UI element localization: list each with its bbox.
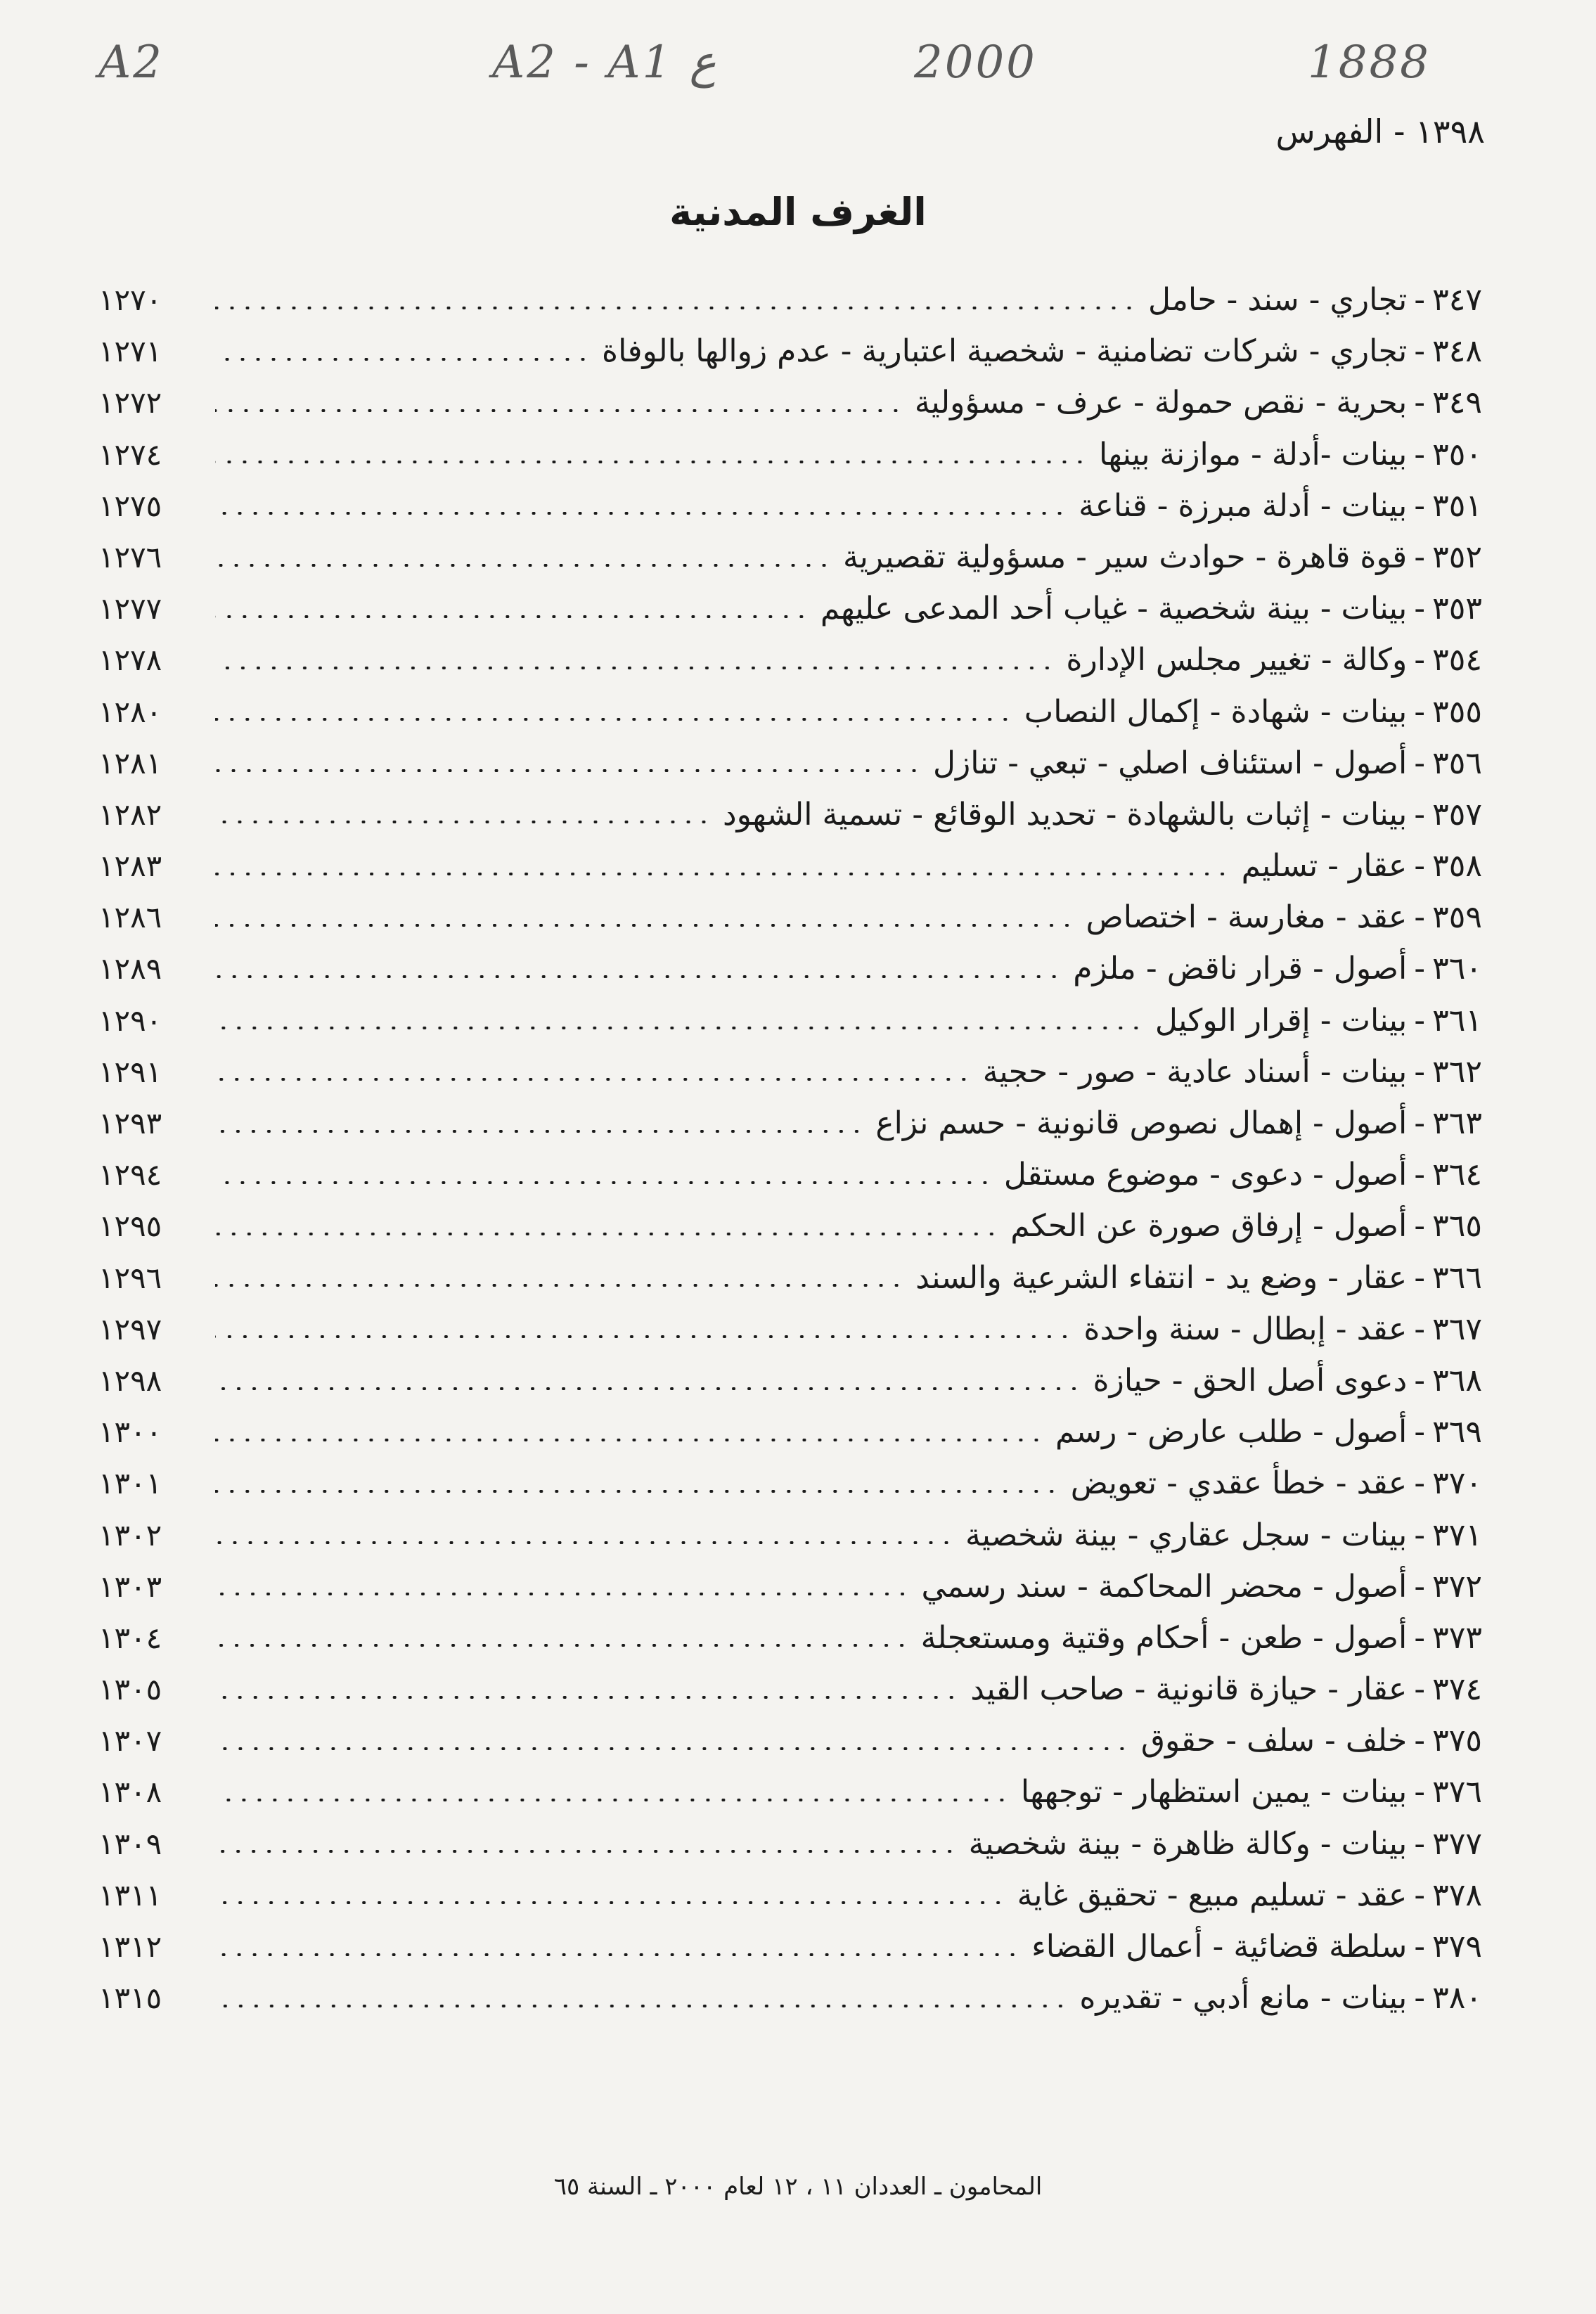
toc-entry [98,1715,1482,1766]
entry-title: بينات - إقرار الوكيل [1154,1002,1408,1039]
toc-entry [98,1561,1482,1612]
entry-number: ٣٦٣ [1432,1105,1482,1141]
entry-number: ٣٦٨ [1432,1362,1482,1399]
toc-entry [98,995,1482,1046]
toc-entry [98,1458,1482,1509]
entry-page-number: ١٣٠٤ [98,1620,162,1655]
entry-title: تجاري - سند - حامل [1148,282,1408,318]
entry-title: بينات - يمين استظهار - توجهها [1020,1774,1408,1811]
toc-entry [98,274,1482,326]
entry-page-number: ١٢٧٥ [98,488,162,523]
entry-number: ٣٥٠ [1432,436,1482,473]
toc-entry [98,1200,1482,1252]
entry-separator: - [1414,1980,1426,2017]
entry-title: أصول - إرفاق صورة عن الحكم [1010,1208,1408,1245]
dot-leader [215,1130,864,1133]
entry-title: بحرية - نقص حمولة - عرف - مسؤولية [914,385,1408,421]
entry-title: سلطة قضائية - أعمال القضاء [1031,1929,1408,1965]
dot-leader [215,1696,959,1699]
entry-separator: - [1414,745,1426,781]
dot-leader [215,1644,910,1647]
entry-number: ٣٥١ [1432,487,1482,524]
entry-page-number: ١٢٧٧ [98,591,162,626]
entry-page-number: ١٢٨٦ [98,900,162,935]
page-footer: المحامون ـ العددان ١١ ، ١٢ لعام ٢٠٠٠ ـ السنة ٦٥ [553,2173,1043,2201]
entry-page-number: ١٣٠٥ [98,1672,162,1707]
table-of-contents [98,274,1482,2024]
toc-entry [98,429,1482,480]
dot-leader [215,1387,1082,1390]
entry-page-number: ١٢٩٣ [98,1106,162,1140]
entry-separator: - [1414,282,1426,318]
dot-leader [215,615,809,618]
entry-separator: - [1414,1259,1426,1296]
dot-leader [215,564,832,567]
entry-title: أصول - طلب عارض - رسم [1055,1414,1408,1451]
dot-leader [215,975,1062,978]
dot-leader [215,1284,904,1287]
entry-separator: - [1414,1208,1426,1245]
entry-title: عقد - إبطال - سنة واحدة [1083,1311,1408,1347]
entry-title: أصول - طعن - أحكام وقتية ومستعجلة [920,1619,1408,1656]
entry-title: بينات - إثبات بالشهادة - تحديد الوقائع - تسمية الشهود [723,796,1408,833]
toc-entry [98,1870,1482,1921]
entry-page-number: ١٣١٢ [98,1929,162,1964]
entry-page-number: ١٢٨٩ [98,951,162,986]
entry-number: ٣٤٨ [1432,333,1482,370]
dot-leader [215,1233,999,1235]
entry-number: ٣٧٤ [1432,1671,1482,1708]
dot-leader [215,1953,1020,1956]
dot-leader [215,1078,972,1081]
entry-separator: - [1414,642,1426,679]
entry-separator: - [1414,1568,1426,1605]
entry-separator: - [1414,1774,1426,1811]
dot-leader [215,1541,954,1544]
entry-page-number: ١٢٩٤ [98,1157,162,1193]
toc-entry [98,1406,1482,1458]
entry-number: ٣٧٣ [1432,1619,1482,1656]
entry-number: ٣٥٨ [1432,848,1482,885]
toc-entry [98,943,1482,994]
entry-number: ٣٥٥ [1432,693,1482,730]
entry-title: بينات - مانع أدبي - تقديره [1079,1980,1408,2017]
entry-page-number: ١٣١١ [98,1877,162,1913]
handwritten-year: 2000 [914,37,1037,89]
toc-entry [98,1921,1482,1972]
entry-title: بينات - أدلة مبرزة - قناعة [1079,487,1408,524]
toc-entry [98,1098,1482,1149]
toc-entry [98,1664,1482,1715]
section-title: الغرف المدنية [669,190,927,234]
entry-separator: - [1414,1723,1426,1759]
entry-page-number: ١٢٨٣ [98,849,162,884]
entry-separator: - [1414,1157,1426,1193]
entry-page-number: ١٢٧٠ [98,283,162,317]
entry-title: بينات -أدلة - موازنة بينها [1098,436,1408,473]
entry-page-number: ١٢٩٨ [98,1363,162,1398]
entry-number: ٣٤٩ [1432,385,1482,421]
dot-leader [215,769,922,772]
entry-number: ٣٦٦ [1432,1259,1482,1296]
entry-page-number: ١٢٩٧ [98,1311,162,1346]
dot-leader [215,1027,1144,1029]
entry-title: بينات - شهادة - إكمال النصاب [1024,693,1408,730]
toc-entry [98,686,1482,738]
entry-separator: - [1414,1311,1426,1347]
entry-title: بينات - سجل عقاري - بينة شخصية [965,1517,1408,1553]
entry-page-number: ١٢٩١ [98,1054,162,1089]
entry-page-number: ١٢٨٠ [98,694,162,729]
entry-number: ٣٦٩ [1432,1414,1482,1451]
entry-separator: - [1414,1414,1426,1451]
entry-number: ٣٧٥ [1432,1723,1482,1759]
entry-number: ٣٤٧ [1432,282,1482,318]
entry-separator: - [1414,1877,1426,1913]
entry-title: أصول - محضر المحاكمة - سند رسمي [921,1568,1408,1605]
entry-title: دعوى أصل الحق - حيازة [1093,1362,1408,1399]
handwritten-code: A2 [98,37,164,89]
entry-page-number: ١٢٧٦ [98,539,162,574]
running-header: ١٣٩٨ - الفهرس [1275,113,1485,150]
dot-leader [215,1181,993,1184]
entry-title: بينات - وكالة ظاهرة - بينة شخصية [968,1825,1408,1862]
toc-entry [98,1818,1482,1870]
toc-entry [98,1304,1482,1355]
entry-separator: - [1414,1465,1426,1502]
entry-separator: - [1414,848,1426,885]
dot-leader [215,1850,958,1853]
toc-entry [98,840,1482,892]
entry-page-number: ١٣٠١ [98,1466,162,1501]
dot-leader [215,2005,1068,2007]
dot-leader [215,667,1055,669]
entry-separator: - [1414,1517,1426,1553]
entry-title: أصول - إهمال نصوص قانونية - حسم نزاع [875,1105,1408,1141]
entry-page-number: ١٣٠٣ [98,1569,162,1604]
entry-number: ٣٧١ [1432,1517,1482,1553]
entry-separator: - [1414,436,1426,473]
toc-entry [98,1252,1482,1304]
dot-leader [215,1799,1010,1801]
entry-page-number: ١٢٩٥ [98,1209,162,1244]
dot-leader [215,1490,1060,1493]
toc-entry [98,480,1482,532]
entry-title: عقد - خطأ عقدي - تعويض [1070,1465,1408,1502]
entry-number: ٣٦٧ [1432,1311,1482,1347]
entry-number: ٣٧٠ [1432,1465,1482,1502]
toc-entry [98,1972,1482,2024]
entry-number: ٣٧٨ [1432,1877,1482,1913]
handwritten-number: 1888 [1308,37,1431,89]
entry-separator: - [1414,796,1426,833]
entry-number: ٣٧٧ [1432,1825,1482,1862]
entry-page-number: ١٢٨١ [98,745,162,780]
entry-separator: - [1414,1105,1426,1141]
entry-title: بينات - بينة شخصية - غياب أحد المدعى عليهم [820,591,1408,627]
toc-entry [98,892,1482,943]
entry-title: تجاري - شركات تضامنية - شخصية اعتبارية - عدم زوالها بالوفاة [602,333,1408,370]
entry-title: أصول - دعوى - موضوع مستقل [1003,1157,1408,1193]
entry-number: ٣٥٣ [1432,591,1482,627]
entry-page-number: ١٣٠٨ [98,1775,162,1810]
dot-leader [215,512,1067,515]
toc-entry [98,1355,1482,1406]
entry-page-number: ١٣٠٢ [98,1517,162,1553]
entry-title: خلف - سلف - حقوق [1140,1723,1408,1759]
dot-leader [215,1747,1130,1750]
entry-title: عقار - وضع يد - انتفاء الشرعية والسند [915,1259,1408,1296]
entry-number: ٣٦١ [1432,1002,1482,1039]
dot-leader [215,1593,910,1595]
entry-number: ٣٦٢ [1432,1053,1482,1090]
toc-entry [98,326,1482,377]
dot-leader [215,1439,1044,1441]
dot-leader [215,718,1013,721]
entry-number: ٣٥٧ [1432,796,1482,833]
entry-separator: - [1414,899,1426,936]
entry-page-number: ١٢٧٨ [98,643,162,678]
handwritten-ref: A2 - A1 ع [492,37,716,89]
entry-number: ٣٥٦ [1432,745,1482,781]
entry-number: ٣٧٢ [1432,1568,1482,1605]
entry-number: ٣٦٥ [1432,1208,1482,1245]
entry-separator: - [1414,385,1426,421]
entry-page-number: ١٢٧٢ [98,385,162,420]
entry-separator: - [1414,1825,1426,1862]
dot-leader [215,873,1230,875]
entry-separator: - [1414,951,1426,987]
entry-page-number: ١٣١٥ [98,1981,162,2016]
dot-leader [215,307,1137,309]
entry-number: ٣٧٩ [1432,1929,1482,1965]
toc-entry [98,1510,1482,1561]
entry-separator: - [1414,539,1426,575]
entry-separator: - [1414,1002,1426,1039]
entry-page-number: ١٣٠٩ [98,1826,162,1861]
toc-entry [98,377,1482,428]
entry-page-number: ١٣٠٧ [98,1723,162,1759]
entry-title: أصول - قرار ناقض - ملزم [1073,951,1408,987]
entry-separator: - [1414,333,1426,370]
entry-title: عقد - مغارسة - اختصاص [1086,899,1408,936]
entry-page-number: ١٢٩٦ [98,1260,162,1295]
entry-page-number: ١٢٧٤ [98,437,162,472]
dot-leader [215,461,1088,463]
entry-number: ٣٥٩ [1432,899,1482,936]
entry-separator: - [1414,487,1426,524]
dot-leader [215,409,903,412]
entry-number: ٣٦٠ [1432,951,1482,987]
entry-title: بينات - أسناد عادية - صور - حجية [982,1053,1408,1090]
entry-number: ٣٨٠ [1432,1980,1482,2017]
entry-separator: - [1414,693,1426,730]
entry-title: قوة قاهرة - حوادث سير - مسؤولية تقصيرية [843,539,1408,575]
entry-separator: - [1414,1929,1426,1965]
entry-title: عقار - حيازة قانونية - صاحب القيد [970,1671,1408,1708]
entry-number: ٣٧٦ [1432,1774,1482,1811]
entry-title: عقد - تسليم مبيع - تحقيق غاية [1017,1877,1408,1913]
entry-title: أصول - استئناف اصلي - تبعي - تنازل [933,745,1408,781]
dot-leader [215,358,591,361]
toc-entry [98,738,1482,789]
toc-entry [98,532,1482,583]
toc-entry [98,789,1482,840]
entry-number: ٣٥٢ [1432,539,1482,575]
entry-separator: - [1414,1362,1426,1399]
entry-page-number: ١٢٧١ [98,334,162,369]
entry-separator: - [1414,591,1426,627]
entry-number: ٣٥٤ [1432,642,1482,679]
entry-page-number: ١٣٠٠ [98,1415,162,1450]
entry-separator: - [1414,1671,1426,1708]
toc-entry [98,583,1482,634]
entry-page-number: ١٢٩٠ [98,1003,162,1038]
entry-number: ٣٦٤ [1432,1157,1482,1193]
toc-entry [98,634,1482,686]
toc-entry [98,1149,1482,1200]
entry-separator: - [1414,1053,1426,1090]
toc-entry [98,1612,1482,1664]
entry-separator: - [1414,1619,1426,1656]
entry-title: عقار - تسليم [1241,848,1408,885]
toc-entry [98,1766,1482,1818]
dot-leader [215,821,712,823]
entry-page-number: ١٢٨٢ [98,797,162,832]
dot-leader [215,1901,1006,1904]
entry-title: وكالة - تغيير مجلس الإدارة [1066,642,1408,679]
dot-leader [215,1335,1072,1338]
toc-entry [98,1046,1482,1098]
dot-leader [215,924,1075,927]
